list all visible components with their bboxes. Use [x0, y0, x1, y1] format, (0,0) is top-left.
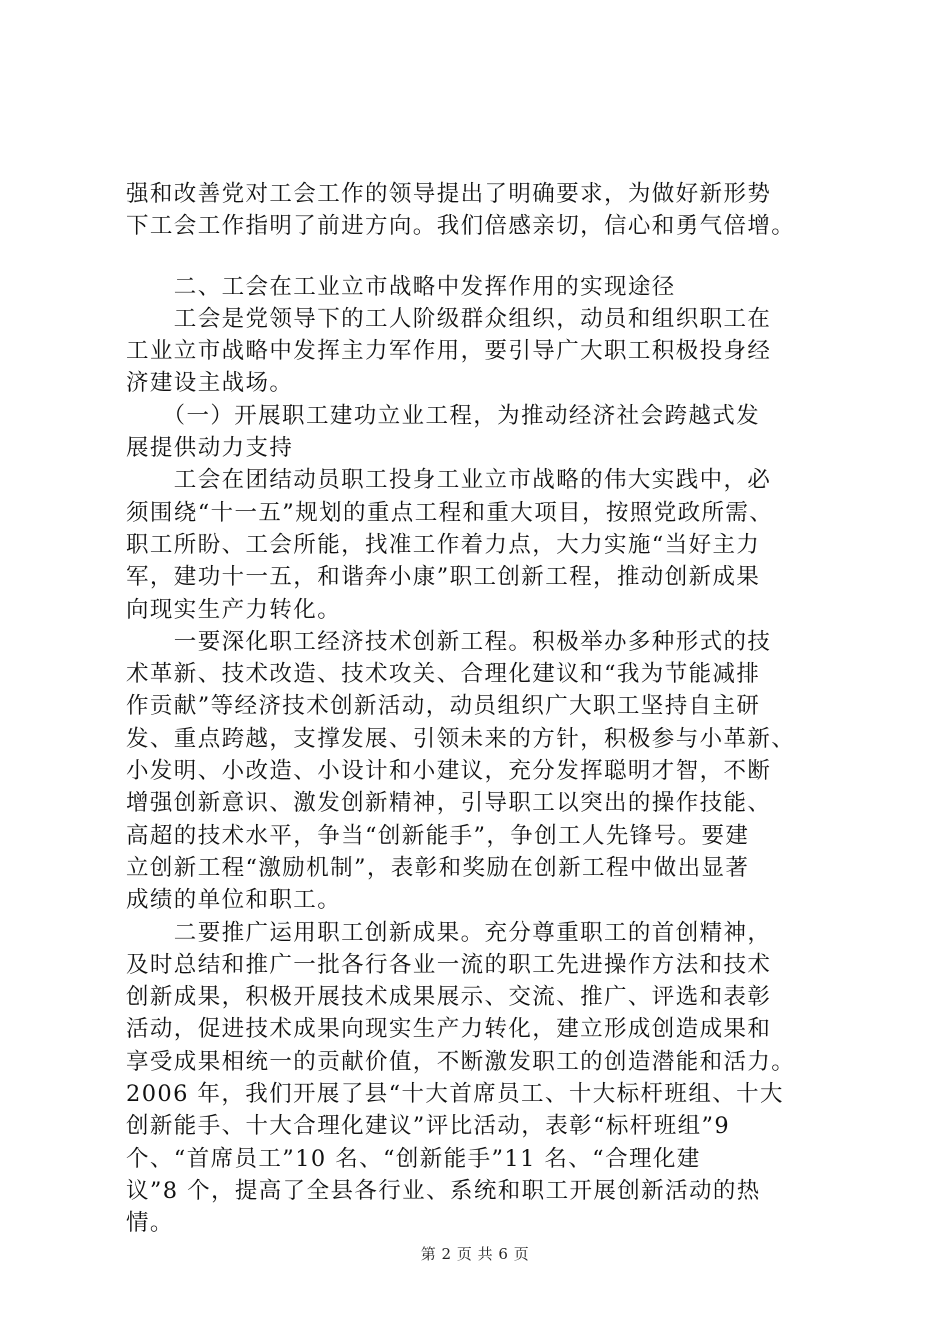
subsection-heading: 展提供动力支持 [126, 435, 294, 462]
subsection-heading: （一）开展职工建功立业工程，为推动经济社会跨越式发 [126, 402, 761, 429]
text-line: 发、重点跨越，支撑发展、引领未来的方针，积极参与小革新、 [126, 725, 796, 752]
text-line: 及时总结和推广一批各行各业一流的职工先进操作方法和技术 [126, 951, 772, 978]
section-heading: 二、工会在工业立市战略中发挥作用的实现途径 [126, 273, 676, 300]
text-line: 向现实生产力转化。 [126, 596, 342, 623]
paragraph-gap [126, 243, 836, 271]
text-line: 活动，促进技术成果向现实生产力转化，建立形成创造成果和 [126, 1016, 772, 1043]
text-line: 术革新、技术改造、技术攻关、合理化建议和“我为节能减排 [126, 661, 761, 688]
text-line: 下工会工作指明了前进方向。我们倍感亲切，信心和勇气倍增。 [126, 213, 796, 240]
text-line: 小发明、小改造、小设计和小建议，充分发挥聪明才智，不断 [126, 758, 772, 785]
text-line: 须围绕“十一五”规划的重点工程和重大项目，按照党政所需、 [126, 499, 774, 526]
text-line: 创新成果，积极开展技术成果展示、交流、推广、评选和表彰 [126, 984, 772, 1011]
text-line: 职工所盼、工会所能，找准工作着力点，大力实施“当好主力 [126, 531, 761, 558]
text-line: 强和改善党对工会工作的领导提出了明确要求，为做好新形势 [126, 181, 772, 207]
text-line: 二要推广运用职工创新成果。充分尊重职工的首创精神， [126, 919, 772, 946]
text-line: 成绩的单位和职工。 [126, 887, 342, 914]
text-line: 工会是党领导下的工人阶级群众组织，动员和组织职工在 [126, 305, 772, 332]
text-line: 立创新工程“激励机制”，表彰和奖励在创新工程中做出显著 [126, 854, 750, 881]
text-line: 济建设主战场。 [126, 370, 294, 397]
text-line: 高超的技术水平，争当“创新能手”，争创工人先锋号。要建 [126, 822, 750, 849]
text-line: 工会在团结动员职工投身工业立市战略的伟大实践中，必 [126, 467, 772, 494]
text-line: 创新能手、十大合理化建议”评比活动，表彰“标杆班组”9 [126, 1113, 731, 1140]
text-line: 军，建功十一五，和谐奔小康”职工创新工程，推动创新成果 [126, 564, 761, 591]
text-line: 一要深化职工经济技术创新工程。积极举办多种形式的技 [126, 628, 772, 655]
document-body [126, 178, 836, 1240]
text-line: 享受成果相统一的贡献价值，不断激发职工的创造潜能和活力。 [126, 1048, 796, 1075]
text-line: 作贡献”等经济技术创新活动，动员组织广大职工坚持自主研 [126, 693, 761, 720]
text-line: 议”8 个，提高了全县各行业、系统和职工开展创新活动的热 [126, 1177, 761, 1204]
text-line: 工业立市战略中发挥主力军作用，要引导广大职工积极投身经 [126, 338, 772, 365]
text-line: 2006 年，我们开展了县“十大首席员工、十大标杆班组、十大 [126, 1081, 784, 1108]
text-line: 增强创新意识、激发创新精神，引导职工以突出的操作技能、 [126, 790, 772, 817]
text-line: 个、“首席员工”10 名、“创新能手”11 名、“合理化建 [126, 1145, 701, 1172]
page-number-footer: 第 2 页 共 6 页 [420, 1245, 530, 1263]
text-line: 情。 [126, 1210, 174, 1237]
